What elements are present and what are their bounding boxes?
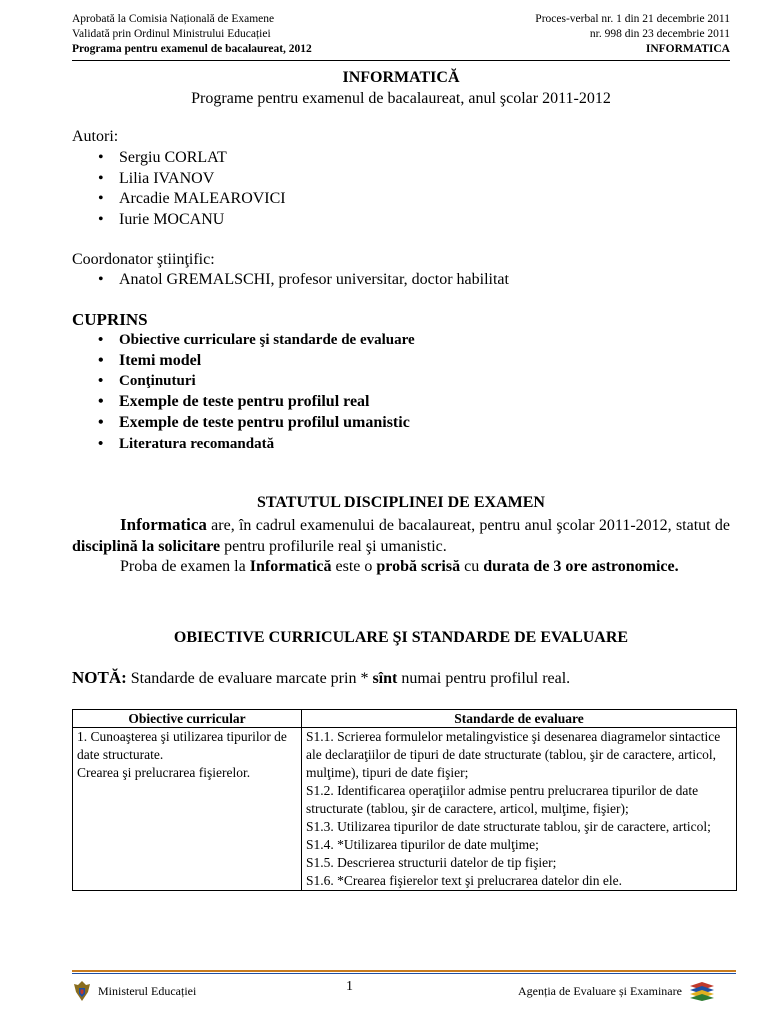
toc-item: • Conţinuturi [72,371,415,392]
author-item: • Iurie MOCANU [72,210,286,231]
toc-item: • Exemple de teste pentru profilul umanistic [72,413,415,434]
page-header [72,12,730,57]
subject-name: Informatica [120,515,207,534]
footer-right [518,980,716,1002]
header-approval: Aprobată la Comisia Națională de Examene [72,13,275,25]
note-text: numai pentru profilul real. [397,670,571,687]
exam-duration: durata de 3 ore astronomice. [483,558,679,575]
standard-item: S1.2. Identificarea operaţiilor admise pentru prelucrarea tipurilor de date structurate (tablou, şir de caractere, articol, mulţime, fişier); [306,783,699,816]
coordinator-label: Coordonator ştiinţific: [72,251,215,268]
toc-list [72,330,415,454]
standards-cell [302,728,737,891]
statut-text: pentru profilurile real şi umanistic. [220,538,447,555]
statut-paragraph-1 [72,514,730,557]
table-header: Obiective curricular [73,710,302,728]
exam-type: probă scrisă [376,558,461,575]
footer-divider-orange [72,970,736,972]
statut-text: cu [460,558,484,575]
books-logo-icon [688,980,716,1002]
header-protocol: Proces-verbal nr. 1 din 21 decembrie 2011 [535,13,730,25]
footer-left [72,980,196,1002]
note-emphasis: sînt [372,670,398,687]
objective-text: 1. Cunoaşterea şi utilizarea tipurilor de date structurate. [77,729,287,762]
agency-name: Agenția de Evaluare și Examinare [518,983,682,998]
coat-of-arms-icon [72,980,92,1002]
statut-text: Proba de examen la [120,558,250,575]
author-item: • Sergiu CORLAT [72,148,286,169]
table-header-row [73,710,737,728]
note-text: Standarde de evaluare marcate prin * [126,670,373,687]
footer-divider-blue [72,973,736,974]
coordinator-item: • Anatol GREMALSCHI, profesor universitar, doctor habilitat [72,270,509,291]
standard-item: S1.3. Utilizarea tipurilor de date structurate tablou, şir de caractere, articol; [306,819,711,834]
page-subtitle: Programe pentru examenul de bacalaureat, anul şcolar 2011-2012 [191,90,611,107]
authors-label: Autori: [72,128,119,145]
standard-item: S1.1. Scrierea formulelor metalingvistice şi desenarea diagramelor sintactice ale declaraţiilor de tipuri de date structurate (tablou, şir de caractere, articol, mulţime), tipuri de date fişier; [306,729,721,780]
table-row [73,728,737,891]
page-number: 1 [346,979,353,994]
page-title: INFORMATICĂ [342,69,460,86]
objective-cell [73,728,302,891]
note-label: NOTĂ: [72,668,127,687]
coordinator-list [72,270,509,291]
header-validation: Validată prin Ordinul Ministrului Educației [72,28,271,40]
note [72,668,570,689]
statut-text: are, în cadrul examenului de bacalaureat, pentru anul şcolar 2011-2012, statut de [206,517,730,534]
statut-status: disciplină la solicitare [72,538,221,555]
toc-item: • Itemi model [72,351,415,372]
toc-item: • Obiective curriculare şi standarde de evaluare [72,330,415,351]
standard-item: S1.4. *Utilizarea tipurilor de date mulţime; [306,837,539,852]
statut-paragraph-2 [72,556,730,577]
toc-heading: CUPRINS [72,310,148,329]
statut-text: este o [331,558,377,575]
table-header: Standarde de evaluare [302,710,737,728]
standard-item: S1.5. Descrierea structurii datelor de tip fişier; [306,855,557,870]
author-item: • Lilia IVANOV [72,169,286,190]
header-subject: INFORMATICA [645,43,730,55]
standards-table [72,709,737,891]
toc-item: • Exemple de teste pentru profilul real [72,392,415,413]
header-divider [72,60,730,61]
statut-heading: STATUTUL DISCIPLINEI DE EXAMEN [257,494,545,511]
standard-item: S1.6. *Crearea fişierelor text şi prelucrarea datelor din ele. [306,873,622,888]
subject-name: Informatică [249,558,332,575]
toc-item: • Literatura recomandată [72,434,415,455]
authors-list [72,148,286,231]
header-program: Programa pentru examenul de bacalaureat, 2012 [72,43,312,55]
ministry-name: Ministerul Educației [98,983,197,998]
objective-text: Crearea şi prelucrarea fişierelor. [77,765,251,780]
header-order-number: nr. 998 din 23 decembrie 2011 [589,28,730,40]
author-item: • Arcadie MALEAROVICI [72,189,286,210]
objectives-heading: OBIECTIVE CURRICULARE ŞI STANDARDE DE EVALUARE [173,629,629,646]
